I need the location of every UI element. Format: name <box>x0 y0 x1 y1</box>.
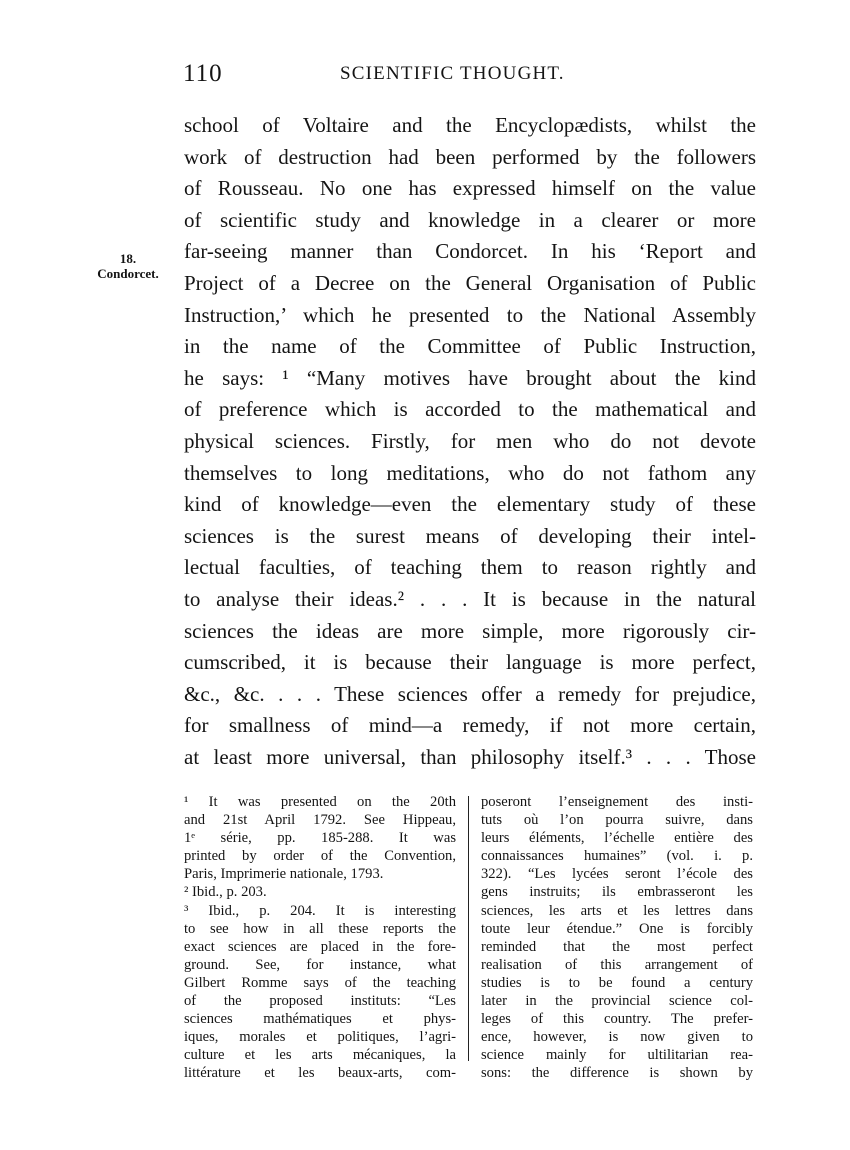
footnote-column-divider <box>468 796 469 1061</box>
footnote-line: ³ Ibid., p. 204. It is interesting <box>184 902 456 919</box>
footnote-line: sciences mathématiques et phys- <box>184 1011 456 1028</box>
footnote-line: iques, morales et politiques, l’agri- <box>184 1029 456 1046</box>
body-line: cumscribed, it is because their language is more perfect, <box>184 650 756 675</box>
body-line: lectual faculties, of teaching them to reason rightly and <box>184 555 756 580</box>
margin-note-label: Condorcet. <box>97 266 159 281</box>
body-line: far-seeing manner than Condorcet. In his ‘Report and <box>184 239 756 264</box>
body-line: kind of knowledge—even the elementary study of these <box>184 492 756 517</box>
body-line: work of destruction had been performed by the followers <box>184 144 756 169</box>
footnote-line: reminded that the most perfect <box>481 938 753 955</box>
footnote-line: littérature et les beaux-arts, com- <box>184 1065 456 1082</box>
footnote-line: printed by order of the Convention, <box>184 848 456 865</box>
footnote-line: poseront l’enseignement des insti- <box>481 794 753 810</box>
footnote-line: sciences, les arts et les lettres dans <box>481 902 753 919</box>
body-line: for smallness of mind—a remedy, if not more certain, <box>184 713 756 738</box>
footnote-line: to see how in all these reports the <box>184 920 456 937</box>
footnote-line: later in the provincial science col- <box>481 993 753 1010</box>
body-line: he says: ¹ “Many motives have brought about the kind <box>184 365 756 390</box>
body-line: Instruction,’ which he presented to the National Assembly <box>184 302 756 327</box>
footnote-line: exact sciences are placed in the fore- <box>184 938 456 955</box>
footnote-line: leurs éléments, l’échelle entière des <box>481 830 753 847</box>
body-line: physical sciences. Firstly, for men who do not devote <box>184 428 756 453</box>
footnote-line: leges of this country. The prefer- <box>481 1011 753 1028</box>
footnote-line: of the proposed instituts: “Les <box>184 993 456 1010</box>
footnote-line: 322). “Les lycées seront l’école des <box>481 866 753 883</box>
footnote-line: studies is to be found a century <box>481 974 753 991</box>
running-head: SCIENTIFIC THOUGHT. <box>340 63 565 84</box>
footnote-line: sons: the difference is shown by <box>481 1065 753 1082</box>
footnote-line: ence, however, is now given to <box>481 1029 753 1046</box>
body-line: to analyse their ideas.² . . . It is because in the natural <box>184 586 756 611</box>
footnote-line: gens instruits; ils embrasseront les <box>481 884 753 901</box>
footnote-line: and 21st April 1792. See Hippeau, <box>184 812 456 829</box>
footnote-line: Gilbert Romme says of the teaching <box>184 974 456 991</box>
body-line: at least more universal, than philosophy itself.³ . . . Those <box>184 744 756 769</box>
footnote-line: ¹ It was presented on the 20th <box>184 794 456 810</box>
body-text <box>184 110 756 773</box>
footnotes-left-column <box>184 793 456 1083</box>
body-line: Project of a Decree on the General Organisation of Public <box>184 270 756 295</box>
body-line: in the name of the Committee of Public Instruction, <box>184 334 756 359</box>
margin-note <box>88 251 168 281</box>
body-line: of Rousseau. No one has expressed himself on the value <box>184 176 756 201</box>
footnote-line: toute leur étendue.” One is forcibly <box>481 920 753 937</box>
footnote-line: ² Ibid., p. 203. <box>184 884 267 901</box>
footnote-line: culture et les arts mécaniques, la <box>184 1047 456 1064</box>
footnote-line: Paris, Imprimerie nationale, 1793. <box>184 866 384 883</box>
footnote-line: ground. See, for instance, what <box>184 956 456 973</box>
body-line: of preference which is accorded to the mathematical and <box>184 397 756 422</box>
body-line: themselves to long meditations, who do not fathom any <box>184 460 756 485</box>
footnote-line: connaissances humaines” (vol. i. p. <box>481 848 753 865</box>
margin-note-number: 18. <box>119 251 137 266</box>
body-line: sciences the ideas are more simple, more rigorously cir- <box>184 618 756 643</box>
page-number: 110 <box>183 60 223 87</box>
body-line: &c., &c. . . . These sciences offer a remedy for prejudice, <box>184 681 756 706</box>
body-line: of scientific study and knowledge in a clearer or more <box>184 207 756 232</box>
body-line: school of Voltaire and the Encyclopædists, whilst the <box>184 113 756 137</box>
page-header <box>0 60 850 90</box>
footnotes-right-column <box>481 793 753 1083</box>
footnote-line: tuts où l’on pourra suivre, dans <box>481 812 753 829</box>
footnote-line: science mainly for ultilitarian rea- <box>481 1047 753 1064</box>
body-line: sciences is the surest means of developing their intel- <box>184 523 756 548</box>
footnote-line: realisation of this arrangement of <box>481 956 753 973</box>
footnote-line: 1ᵉ série, pp. 185-288. It was <box>184 830 456 847</box>
